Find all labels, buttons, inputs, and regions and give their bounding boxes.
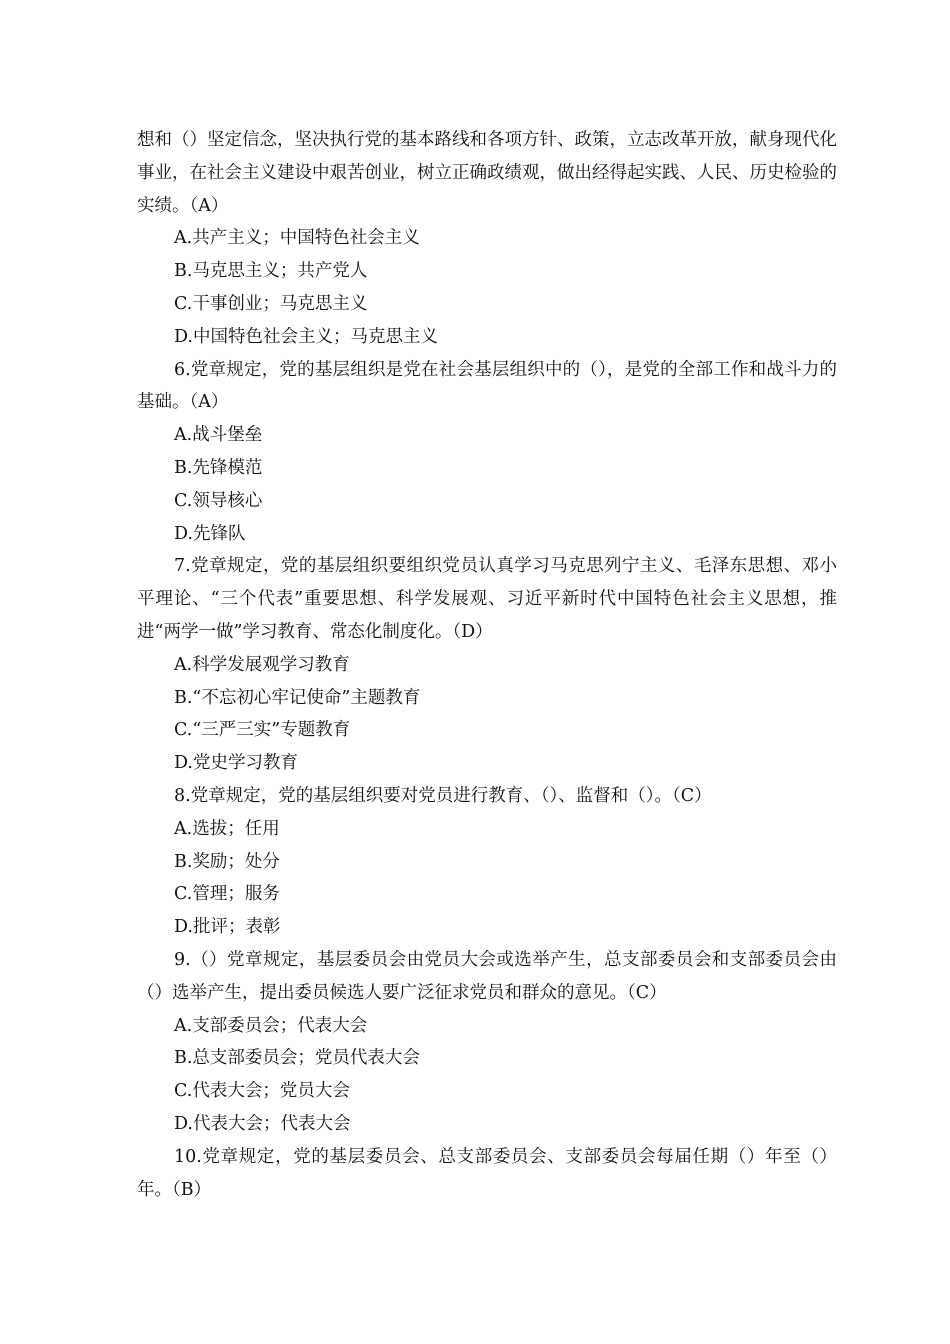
question-9-stem: 9.（）党章规定，基层委员会由党员大会或选举产生，总支部委员会和支部委员会由（）选举产生，提出委员候选人要广泛征求党员和群众的意见。（C） [137,949,837,1003]
question-8-stem: 8.党章规定，党的基层组织要对党员进行教育、（）、监督和（）。（C） [174,785,712,806]
question-8-option-a: A.选拔；任用 [174,818,280,839]
question-8-option-d: D.批评；表彰 [174,917,281,938]
question-5-option-c: C.干事创业；马克思主义 [174,293,368,314]
question-6-stem: 6.党章规定，党的基层组织是党在社会基层组织中的（），是党的全部工作和战斗力的基础。（A） [137,359,837,413]
question-5-option-a: A.共产主义；中国特色社会主义 [174,228,420,249]
question-5-option-d: D.中国特色社会主义；马克思主义 [174,326,438,347]
question-10-stem: 10.党章规定，党的基层委员会、总支部委员会、支部委员会每届任期（）年至（）年。（B） [137,1146,837,1200]
question-8-option-c: C.管理；服务 [174,884,280,905]
question-7-option-c: C.“三严三实”专题教育 [174,720,351,741]
question-9-option-c: C.代表大会；党员大会 [174,1081,350,1102]
question-6-option-b: B.先锋模范 [174,457,263,478]
question-9-option-b: B.总支部委员会；党员代表大会 [174,1048,420,1069]
question-6-option-a: A.战斗堡垒 [174,425,263,446]
question-9-option-d: D.代表大会；代表大会 [174,1113,351,1134]
question-7-option-a: A.科学发展观学习教育 [174,654,350,675]
question-7-option-b: B.“不忘初心牢记使命”主题教育 [174,687,421,708]
question-5-option-b: B.马克思主义；共产党人 [174,261,368,282]
question-7-option-d: D.党史学习教育 [174,753,298,774]
question-7-stem: 7.党章规定，党的基层组织要组织党员认真学习马克思列宁主义、毛泽东思想、邓小平理论、“三个代表”重要思想、科学发展观、习近平新时代中国特色社会主义思想，推进“两学一做”学习教育、常态化制度化。（D） [137,556,837,642]
question-6-option-c: C.领导核心 [174,490,263,511]
question-5-stem: 想和（）坚定信念，坚决执行党的基本路线和各项方针、政策，立志改革开放，献身现代化事业，在社会主义建设中艰苦创业，树立正确政绩观，做出经得起实践、人民、历史检验的实绩。（A） [137,130,837,216]
document-page [137,124,837,1206]
question-6-option-d: D.先锋队 [174,523,246,544]
question-8-option-b: B.奖励；处分 [174,851,280,872]
question-9-option-a: A.支部委员会；代表大会 [174,1015,368,1036]
